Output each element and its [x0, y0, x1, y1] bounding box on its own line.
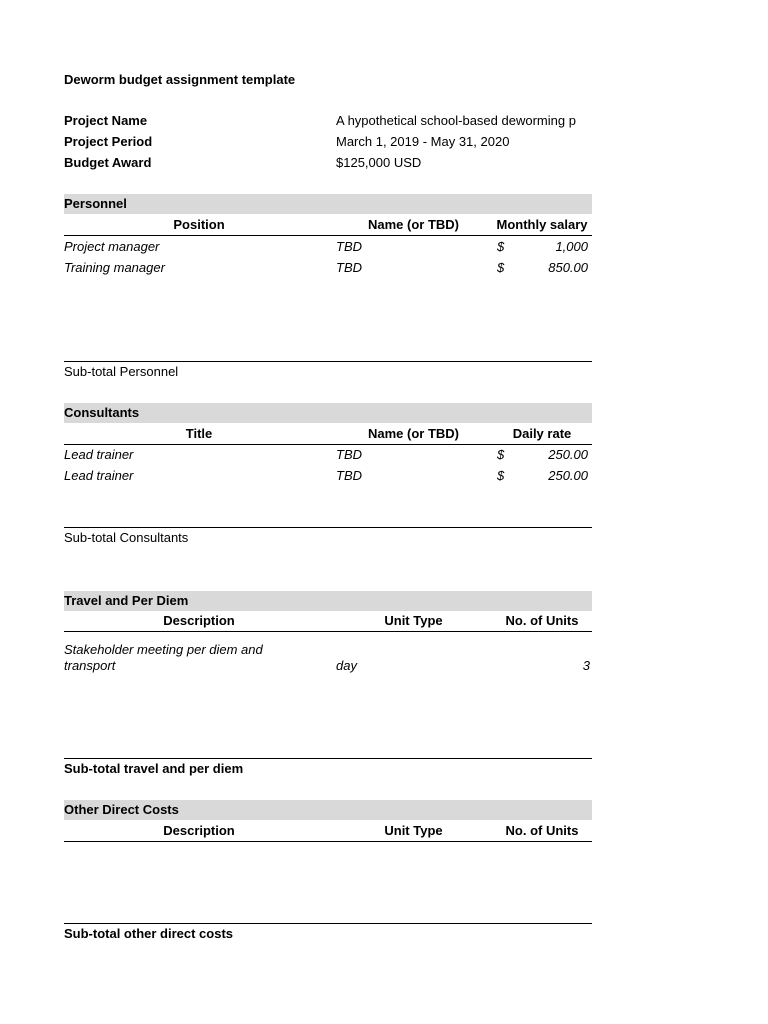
personnel-row-name: TBD [336, 260, 362, 275]
project-name-value: A hypothetical school-based deworming p [336, 113, 576, 128]
consultants-row-currency: $ [497, 447, 505, 462]
travel-row-description-cont: transport [64, 658, 116, 673]
travel-section-header [64, 591, 592, 611]
personnel-col-position: Position [173, 217, 225, 232]
consultants-row-amount: 250.00 [548, 468, 588, 483]
other-col-units: No. of Units [505, 823, 579, 838]
other-subtotal-rule [64, 923, 592, 924]
consultants-section-header [64, 403, 592, 423]
personnel-subtotal-rule [64, 361, 592, 362]
travel-col-units: No. of Units [505, 613, 579, 628]
travel-row-units: 3 [582, 658, 590, 673]
other-col-unit-type: Unit Type [384, 823, 443, 838]
consultants-col-rate: Daily rate [512, 426, 572, 441]
consultants-row-name: TBD [336, 447, 362, 462]
other-section-header [64, 800, 592, 820]
budget-award-label: Budget Award [64, 155, 152, 170]
personnel-row-position: Training manager [64, 260, 165, 275]
document-title: Deworm budget assignment template [64, 72, 296, 87]
consultants-row-title: Lead trainer [64, 447, 134, 462]
personnel-col-salary: Monthly salary [496, 217, 588, 232]
consultants-subtotal-label: Sub-total Consultants [64, 530, 189, 545]
travel-subtotal-rule [64, 758, 592, 759]
travel-row-unit-type: day [336, 658, 357, 673]
other-header-rule [64, 841, 592, 842]
personnel-row-position: Project manager [64, 239, 160, 254]
project-period-label: Project Period [64, 134, 153, 149]
personnel-col-name: Name (or TBD) [367, 217, 459, 232]
travel-header-rule [64, 631, 592, 632]
other-col-description: Description [163, 823, 235, 838]
consultants-col-name: Name (or TBD) [367, 426, 459, 441]
consultants-row-title: Lead trainer [64, 468, 134, 483]
consultants-row-currency: $ [497, 468, 505, 483]
travel-row-description: Stakeholder meeting per diem and [64, 642, 263, 657]
personnel-row-amount: 850.00 [548, 260, 588, 275]
travel-col-unit-type: Unit Type [384, 613, 443, 628]
other-section-title: Other Direct Costs [64, 802, 179, 817]
personnel-row-currency: $ [497, 260, 505, 275]
personnel-row-amount: 1,000 [555, 239, 588, 254]
personnel-row-name: TBD [336, 239, 362, 254]
consultants-header-rule [64, 444, 592, 445]
consultants-row-name: TBD [336, 468, 362, 483]
personnel-section-title: Personnel [64, 196, 127, 211]
consultants-section-title: Consultants [64, 405, 140, 420]
travel-subtotal-label: Sub-total travel and per diem [64, 761, 244, 776]
budget-award-value: $125,000 USD [336, 155, 422, 170]
personnel-section-header [64, 194, 592, 214]
personnel-row-currency: $ [497, 239, 505, 254]
project-period-value: March 1, 2019 - May 31, 2020 [336, 134, 510, 149]
personnel-subtotal-label: Sub-total Personnel [64, 364, 179, 379]
travel-col-description: Description [163, 613, 235, 628]
project-name-label: Project Name [64, 113, 148, 128]
other-subtotal-label: Sub-total other direct costs [64, 926, 234, 941]
consultants-row-amount: 250.00 [548, 447, 588, 462]
travel-section-title: Travel and Per Diem [64, 593, 189, 608]
consultants-subtotal-rule [64, 527, 592, 528]
consultants-col-title: Title [185, 426, 213, 441]
personnel-header-rule [64, 235, 592, 236]
